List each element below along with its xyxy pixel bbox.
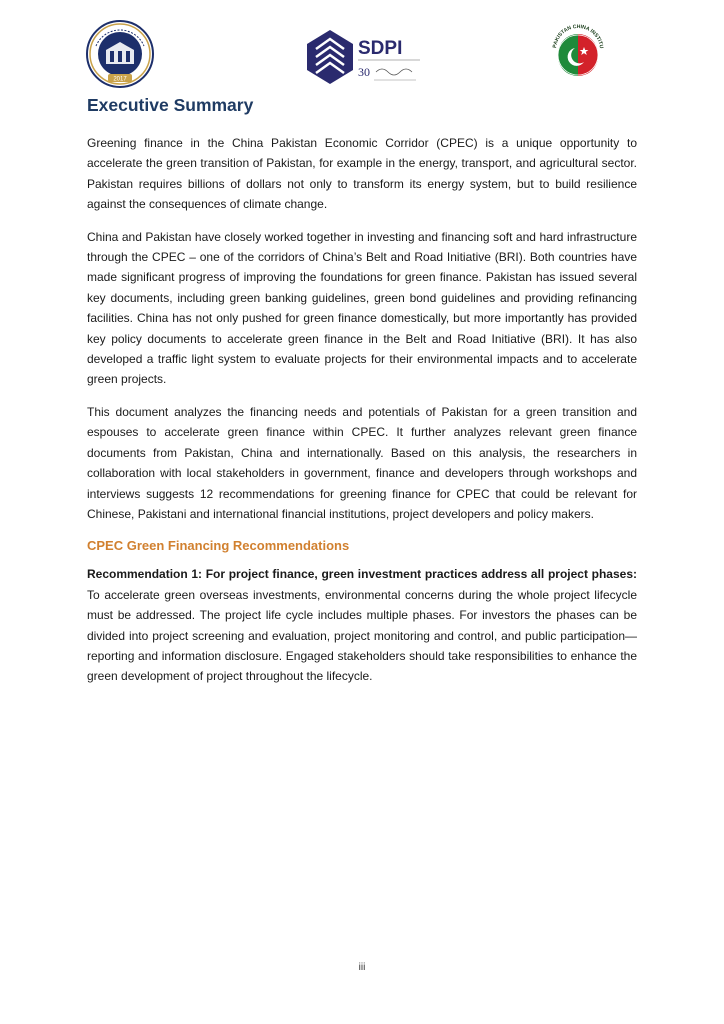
paragraph-analysis: This document analyzes the financing needs and potentials of Pakistan for a green transition and espouses to accelerate green finance within CPEC. It further analyzes relevant green finance documents from Pakistan, China and internationally. Based on this analysis, the researchers in collaboration with local stakeholders in government, finance and developers through workshops and interviews suggests 12 recommendations for greening finance for CPEC that could be relevant for Chinese, Pakistani and international financial institutions, project developers and policy makers. <box>87 404 637 521</box>
sdpi-logo <box>304 26 422 88</box>
paragraph-intro: Greening finance in the China Pakistan Economic Corridor (CPEC) is a unique opportunity to accelerate the green transition of Pakistan, for example in the energy, transport, and agricultural sector. Pakistan requires billions of dollars not only to transform its energy system, but to build resilience against the consequences of climate change. <box>87 136 637 212</box>
page-title: Executive Summary <box>87 95 254 115</box>
sdpi-anniversary: 30 <box>358 65 370 79</box>
recommendation-1 <box>87 564 637 686</box>
sdpi-name: SDPI <box>358 38 403 59</box>
pakistan-china-institute-logo <box>550 20 606 80</box>
recommendation-1-title: Recommendation 1: For project finance, green investment practices address all project phases: <box>87 567 637 582</box>
seal-year: 2017 <box>113 76 127 83</box>
university-seal-logo <box>86 20 154 88</box>
recommendation-1-text: To accelerate green overseas investments, environmental concerns during the whole project lifecycle must be addressed. The project life cycle includes multiple phases. For investors the phases can be divided into project screening and evaluation, project monitoring and control, and public participation—reporting and information disclosure. Engaged stakeholders should take responsibilities to enhance the green development of project throughout the lifecycle. <box>87 587 637 684</box>
paragraph-cooperation: China and Pakistan have closely worked together in investing and financing soft and hard infrastructure through the CPEC – one of the corridors of China’s Belt and Road Initiative (BRI). Both countries have made significant progress of improving the foundations for green finance. Pakistan has issued several key documents, including green banking guidelines, green bond guidelines and providing refinancing facilities. China has not only pushed for green finance domestically, but more importantly has provided key policy documents to accelerate green finance in the Belt and Road Initiative (BRI). It has also developed a traffic light system to evaluate projects for their environmental impacts and to accelerate green projects. <box>87 229 637 387</box>
header-logos <box>0 20 724 90</box>
document-body <box>87 94 637 699</box>
institute-arc-text: PAKISTAN CHINA INSTITU <box>552 23 604 49</box>
page-number: iii <box>358 962 366 973</box>
section-heading: CPEC Green Financing Recommendations <box>87 538 350 554</box>
